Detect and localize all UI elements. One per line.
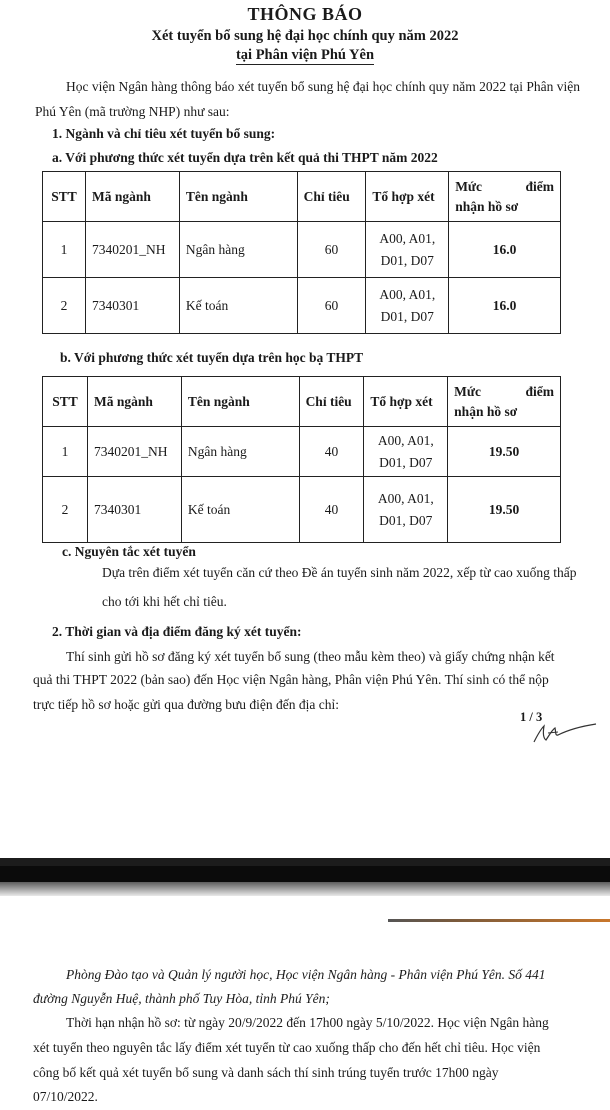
intro-line-2: Phú Yên (mã trường NHP) như sau: xyxy=(35,104,230,119)
deadline-line-4: 07/10/2022. xyxy=(33,1089,98,1104)
section-1c-line-1: Dựa trên điểm xét tuyển căn cứ theo Đề án tuyển sinh năm 2022, xếp từ cao xuống thấp xyxy=(102,565,577,580)
cell-name: Ngân hàng xyxy=(181,427,299,477)
cell-name: Kế toán xyxy=(181,477,299,543)
cell-name: Ngân hàng xyxy=(179,222,297,278)
document-subtitle-location: tại Phân viện Phú Yên xyxy=(235,47,375,63)
cell-stt: 1 xyxy=(43,222,86,278)
page-break-dark xyxy=(0,866,610,882)
section-2-line-3: trực tiếp hồ sơ hoặc gửi qua đường bưu điện đến địa chỉ: xyxy=(33,697,339,712)
cell-score: 19.50 xyxy=(448,477,561,543)
section-2-line-2: quả thi THPT 2022 (bản sao) đến Học viện Ngân hàng, Phân viện Phú Yên. Thí sinh có thể nộp xyxy=(33,672,549,687)
cell-combo: A00, A01, D01, D07 xyxy=(366,278,449,334)
cell-code: 7340201_NH xyxy=(85,222,179,278)
header-stt: STT xyxy=(43,172,86,222)
header-code: Mã ngành xyxy=(85,172,179,222)
document-title: THÔNG BÁO xyxy=(247,4,363,24)
handwritten-initials xyxy=(528,716,600,746)
header-code: Mã ngành xyxy=(87,377,181,427)
cell-score: 16.0 xyxy=(449,222,561,278)
cell-score: 16.0 xyxy=(449,278,561,334)
document-subtitle: Xét tuyển bổ sung hệ đại học chính quy năm 2022 xyxy=(151,28,459,44)
table-header-row xyxy=(43,172,561,222)
cell-name: Kế toán xyxy=(179,278,297,334)
cell-quota: 40 xyxy=(299,427,364,477)
cell-quota: 60 xyxy=(297,222,366,278)
cell-combo: A00, A01, D01, D07 xyxy=(366,222,449,278)
deadline-line-1: Thời hạn nhận hồ sơ: từ ngày 20/9/2022 đến 17h00 ngày 5/10/2022. Học viện Ngân hàng xyxy=(66,1015,549,1030)
table-row xyxy=(43,477,561,543)
cell-code: 7340201_NH xyxy=(87,427,181,477)
cell-code: 7340301 xyxy=(87,477,181,543)
header-name: Tên ngành xyxy=(181,377,299,427)
header-combo: Tổ hợp xét xyxy=(364,377,448,427)
deadline-line-2: xét tuyển theo nguyên tắc lấy điểm xét tuyển từ cao xuống thấp cho đến hết chỉ tiêu. Học viện xyxy=(33,1040,541,1055)
table-row xyxy=(43,278,561,334)
header-quota: Chỉ tiêu xyxy=(299,377,364,427)
cell-quota: 60 xyxy=(297,278,366,334)
page-break-shadow xyxy=(0,882,610,896)
header-quota: Chỉ tiêu xyxy=(297,172,366,222)
cell-stt: 1 xyxy=(43,427,88,477)
section-1b-heading: b. Với phương thức xét tuyển dựa trên học bạ THPT xyxy=(60,350,364,365)
section-1a-heading: a. Với phương thức xét tuyển dựa trên kết quả thi THPT năm 2022 xyxy=(52,150,438,165)
cell-combo: A00, A01, D01, D07 xyxy=(364,477,448,543)
header-score: Mức điểm nhận hồ sơ xyxy=(448,377,561,427)
section-2-heading: 2. Thời gian và địa điểm đăng ký xét tuyển: xyxy=(52,624,302,639)
deadline-line-3: công bố kết quả xét tuyển bổ sung và danh sách thí sinh trúng tuyển trước 17h00 ngày xyxy=(33,1065,499,1080)
cell-combo: A00, A01, D01, D07 xyxy=(364,427,448,477)
cell-score: 19.50 xyxy=(448,427,561,477)
cell-stt: 2 xyxy=(43,278,86,334)
header-name: Tên ngành xyxy=(179,172,297,222)
address-line-1: Phòng Đào tạo và Quản lý người học, Học viện Ngân hàng - Phân viện Phú Yên. Số 441 xyxy=(66,967,546,982)
table-header-row xyxy=(43,377,561,427)
section-1-heading: 1. Ngành và chỉ tiêu xét tuyển bổ sung: xyxy=(52,126,276,141)
cell-stt: 2 xyxy=(43,477,88,543)
intro-line-1: Học viện Ngân hàng thông báo xét tuyển bổ sung hệ đại học chính quy năm 2022 tại Phân viện xyxy=(66,79,581,94)
table-row xyxy=(43,427,561,477)
section-1c-line-2: cho tới khi hết chỉ tiêu. xyxy=(102,594,227,609)
page-edge-line xyxy=(388,919,610,922)
address-line-2: đường Nguyễn Huệ, thành phố Tuy Hòa, tỉnh Phú Yên; xyxy=(33,991,330,1006)
page-number: 1 / 3 xyxy=(520,710,543,724)
header-combo: Tổ hợp xét xyxy=(366,172,449,222)
cell-code: 7340301 xyxy=(85,278,179,334)
page-break-band xyxy=(0,858,610,866)
header-score: Mức điểm nhận hồ sơ xyxy=(449,172,561,222)
table-transcript-scores xyxy=(42,376,561,543)
cell-quota: 40 xyxy=(299,477,364,543)
table-row xyxy=(43,222,561,278)
section-1c-heading: c. Nguyên tắc xét tuyển xyxy=(62,544,196,559)
table-thpt-scores xyxy=(42,171,561,334)
section-2-line-1: Thí sinh gửi hồ sơ đăng ký xét tuyển bổ sung (theo mẫu kèm theo) và giấy chứng nhận kết xyxy=(66,649,555,664)
header-stt: STT xyxy=(43,377,88,427)
